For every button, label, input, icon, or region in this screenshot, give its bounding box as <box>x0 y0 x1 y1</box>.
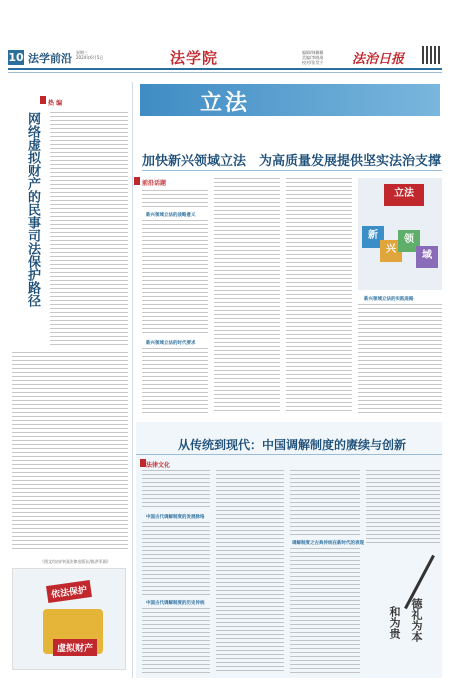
left-article-title: 网络虚拟财产的民事司法保护路径 <box>25 112 40 307</box>
body-column-3 <box>286 178 352 414</box>
qr-code-icon <box>422 46 440 64</box>
body-column-1b <box>142 522 210 596</box>
body-column-2 <box>214 178 280 414</box>
editor-line: 美编/李晓琦 <box>302 55 324 60</box>
subhead: 新兴领域立法的时代要求 <box>146 341 196 346</box>
issue-date <box>76 50 103 60</box>
subhead: 调解制度之古典传统在新时代的表现 <box>292 541 364 546</box>
body-column-1c <box>142 608 210 674</box>
date-line-date: 2024年6月5日 <box>76 55 104 60</box>
column-divider <box>132 82 133 678</box>
editor-line: 编辑/韩璐璐 <box>302 50 324 55</box>
subhead: 中国古代调解制度的发展脉络 <box>146 515 205 520</box>
illustration-label: 依法保护 <box>46 580 92 603</box>
newspaper-logo: 法治日报 <box>352 52 405 67</box>
subhead: 新兴领域立法的战略意义 <box>146 213 196 218</box>
body-column-1a <box>142 220 208 336</box>
body-column-1b <box>142 348 208 414</box>
virtual-property-illustration <box>12 568 126 670</box>
title-rule <box>142 170 442 171</box>
illustration-label: 域 <box>416 246 438 268</box>
left-article-body <box>12 352 128 552</box>
bottom-column-tag: 法律文化 <box>146 462 171 469</box>
left-column-tag: 热 编 <box>48 100 63 107</box>
illustration-label: 兴 <box>380 240 402 262</box>
top-column-tag: 前沿话题 <box>142 180 167 187</box>
left-illustration-caption: （图文均由/中国法律出版社/陈洪军画） <box>40 559 111 564</box>
lifa-banner <box>140 84 440 116</box>
header-rule-thin <box>8 72 442 73</box>
illustration-label: 虚拟财产 <box>53 639 97 656</box>
body-column-2 <box>216 470 284 674</box>
page-brand: 法学院 <box>170 49 219 67</box>
legislation-illustration <box>358 178 442 290</box>
header-rule <box>8 68 442 70</box>
section-name: 法学前沿 <box>28 52 72 65</box>
body-column-3b <box>290 548 360 674</box>
tag-marker-icon <box>134 177 140 185</box>
editor-line: 校对/张昊宁 <box>302 60 324 65</box>
body-column-3a <box>290 470 360 536</box>
calligraphy-illustration <box>378 548 442 678</box>
subhead: 中国古代调解制度的历史传统 <box>146 601 205 606</box>
body-column-1a <box>142 470 210 510</box>
body-column-4 <box>358 304 442 414</box>
editor-credits <box>302 50 323 65</box>
banner-word: 立法 <box>200 90 251 116</box>
tag-marker-icon <box>40 96 46 104</box>
date-line-weekday: 星期三 <box>76 50 88 55</box>
body-column-4 <box>366 470 440 544</box>
page-number: 10 <box>8 51 24 64</box>
calligraphy-text: 德礼为本 <box>410 598 423 642</box>
top-article-title: 加快新兴领域立法 为高质量发展提供坚实法治支撑 <box>142 154 442 169</box>
calligraphy-text: 和为贵 <box>388 606 401 639</box>
illustration-label: 新 <box>362 226 384 248</box>
subhead: 新兴领域立法的实践进路 <box>364 297 414 302</box>
left-article-body-top <box>50 112 128 348</box>
title-rule <box>136 454 442 455</box>
bottom-article-title: 从传统到现代：中国调解制度的赓续与创新 <box>178 438 407 452</box>
illustration-label: 领 <box>398 230 420 252</box>
illustration-label: 立法 <box>384 184 424 206</box>
author-line <box>142 190 208 208</box>
